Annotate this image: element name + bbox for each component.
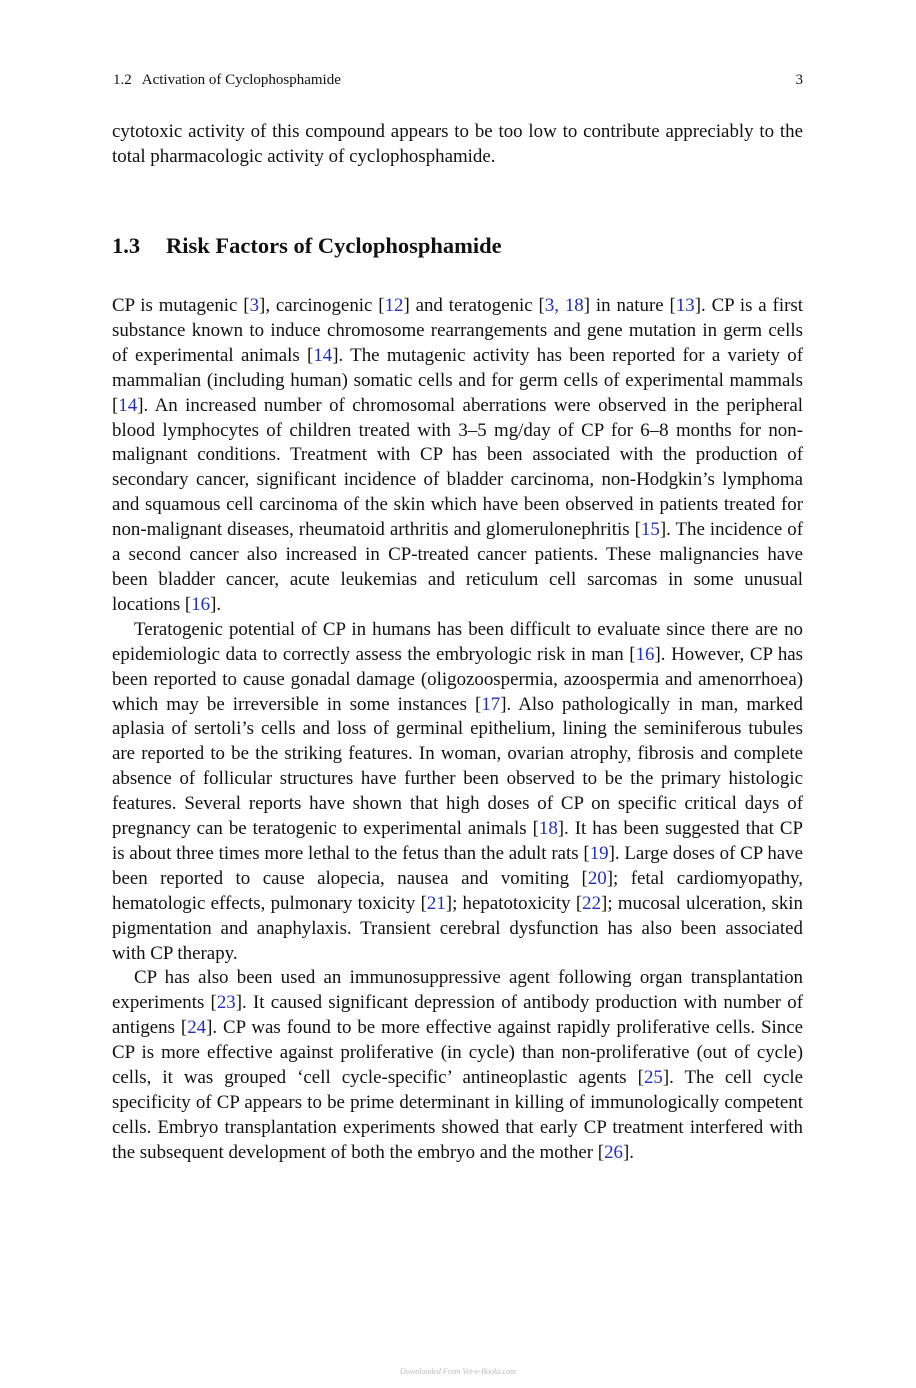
page-number: 3	[795, 72, 803, 88]
text-run: ] and teratogenic [	[403, 295, 545, 316]
paragraph	[112, 966, 803, 1165]
running-head-section	[113, 72, 341, 89]
reference-link[interactable]: 14	[118, 394, 138, 416]
intro-paragraph	[112, 120, 803, 170]
text-run: ]. The incidence of a second cancer also increased in CP-treated cancer patients. These malignancies have been bladder cancer, acute leukemias and reticulum cell sarcomas in some unusual locations [	[112, 519, 803, 615]
reference-link[interactable]: 16	[191, 593, 211, 615]
text-run: ]. The cell cycle specificity of CP appears to be prime determinant in killing of immunologically competent cells. Embryo transplantation experiments showed that early CP treatment interfered with the subsequent development of both the embryo and the mother [	[112, 1067, 803, 1163]
section-title: Risk Factors of Cyclophosphamide	[166, 233, 502, 258]
section-number: 1.3	[112, 233, 141, 258]
running-head-section-title: Activation of Cyclophosphamide	[141, 72, 341, 88]
text-run: ]. Large doses of CP have been reported to cause alopecia, nausea and vomiting [	[112, 842, 804, 889]
text-run: ]. The mutagenic activity has been reported for a variety of mammalian (including human) somatic cells and for germ cells of experimental mammals [	[112, 344, 803, 416]
text-run: ]. CP was found to be more effective against rapidly proliferative cells. Since CP is more effective against proliferative (in cycle) than non-proliferative (out of cycle) cells, it was grouped ‘cell cycle-specific’ antineoplastic agents [	[112, 1017, 803, 1089]
reference-link[interactable]: 22	[582, 892, 602, 914]
text-run: ]. It caused significant depression of antibody production with number of antigens [	[112, 992, 803, 1039]
text-run: ]; fetal cardiomyopathy, hematologic effects, pulmonary toxicity [	[112, 867, 803, 914]
reference-link[interactable]: 3, 18	[544, 295, 584, 316]
text-run: ].	[210, 593, 222, 615]
text-run: ]; hepatotoxicity [	[445, 892, 583, 914]
reference-link[interactable]: 16	[635, 643, 655, 665]
text-run: ]. An increased number of chromosomal aberrations were observed in the peripheral blood lymphocytes of children treated with 3–5 mg/day of CP for 6–8 months for non-malignant conditions. Treatment with CP has been associated with the production of secondary cancer, significant incidence of bladder carcinoma, non-Hodgkin’s lymphoma and squamous cell carcinoma of the skin which have been observed in patients treated for non-malignant diseases, rheumatoid arthritis and glomerulonephritis [	[112, 394, 803, 541]
reference-link[interactable]: 20	[587, 867, 607, 889]
reference-link[interactable]: 18	[538, 818, 558, 840]
section-heading	[112, 233, 502, 259]
reference-link[interactable]: 12	[384, 295, 404, 316]
running-head	[113, 72, 803, 89]
text-run: ]. CP is a first substance known to induce chromosome rearrangements and gene mutation in germ cells of experimental animals [	[112, 295, 803, 366]
text-run: ]. However, CP has been reported to cause gonadal damage (oligozoospermia, azoospermia and amenorrhoea) which may be irreversible in some instances [	[112, 643, 804, 715]
text-run: ]; mucosal ulceration, skin pigmentation and anaphylaxis. Transient cerebral dysfunction has also been associated with CP therapy.	[112, 892, 803, 964]
text-run: ].	[622, 1141, 634, 1163]
text-run: CP is mutagenic [	[112, 295, 250, 316]
text-run: ]. Also pathologically in man, marked aplasia of sertoli’s cells and loss of germinal epithelium, lining the seminiferous tubules are reported to be the striking features. In woman, ovarian atrophy, fibrosis and complete absence of follicular structures have further been observed to be the primary histologic features. Several reports have shown that high doses of CP on specific critical days of pregnancy can be teratogenic to experimental animals [	[112, 693, 803, 840]
paragraph: cytotoxic activity of this compound appears to be too low to contribute appreciably to the total pharmacologic activity of cyclophosphamide.	[112, 121, 803, 167]
text-run: ] in nature [	[583, 295, 676, 316]
reference-link[interactable]: 21	[426, 892, 446, 914]
reference-link[interactable]: 24	[187, 1017, 207, 1039]
reference-link[interactable]: 3	[249, 295, 260, 316]
paragraph	[112, 294, 803, 618]
text-run: ], carcinogenic [	[259, 295, 385, 316]
reference-link[interactable]: 26	[604, 1141, 623, 1163]
text-run: ]. It has been suggested that CP is about three times more lethal to the fetus than the adult rats [	[112, 818, 804, 864]
reference-link[interactable]: 23	[216, 992, 236, 1014]
running-head-section-number: 1.2	[113, 72, 132, 88]
text-run: CP has also been used an immunosuppressive agent following organ transplantation experiments [	[112, 967, 803, 1014]
download-watermark: Downloaded From Vet-e-Books.com	[400, 1367, 516, 1376]
reference-link[interactable]: 25	[643, 1067, 663, 1089]
reference-link[interactable]: 17	[481, 693, 501, 715]
section-body	[112, 294, 803, 1166]
text-run: Teratogenic potential of CP in humans has been difficult to evaluate since there are no epidemiologic data to correctly assess the embryologic risk in man [	[112, 618, 803, 665]
paragraph	[112, 618, 803, 967]
reference-link[interactable]: 15	[640, 519, 660, 541]
reference-link[interactable]: 19	[589, 842, 609, 864]
reference-link[interactable]: 14	[313, 344, 333, 366]
reference-link[interactable]: 13	[675, 295, 695, 316]
